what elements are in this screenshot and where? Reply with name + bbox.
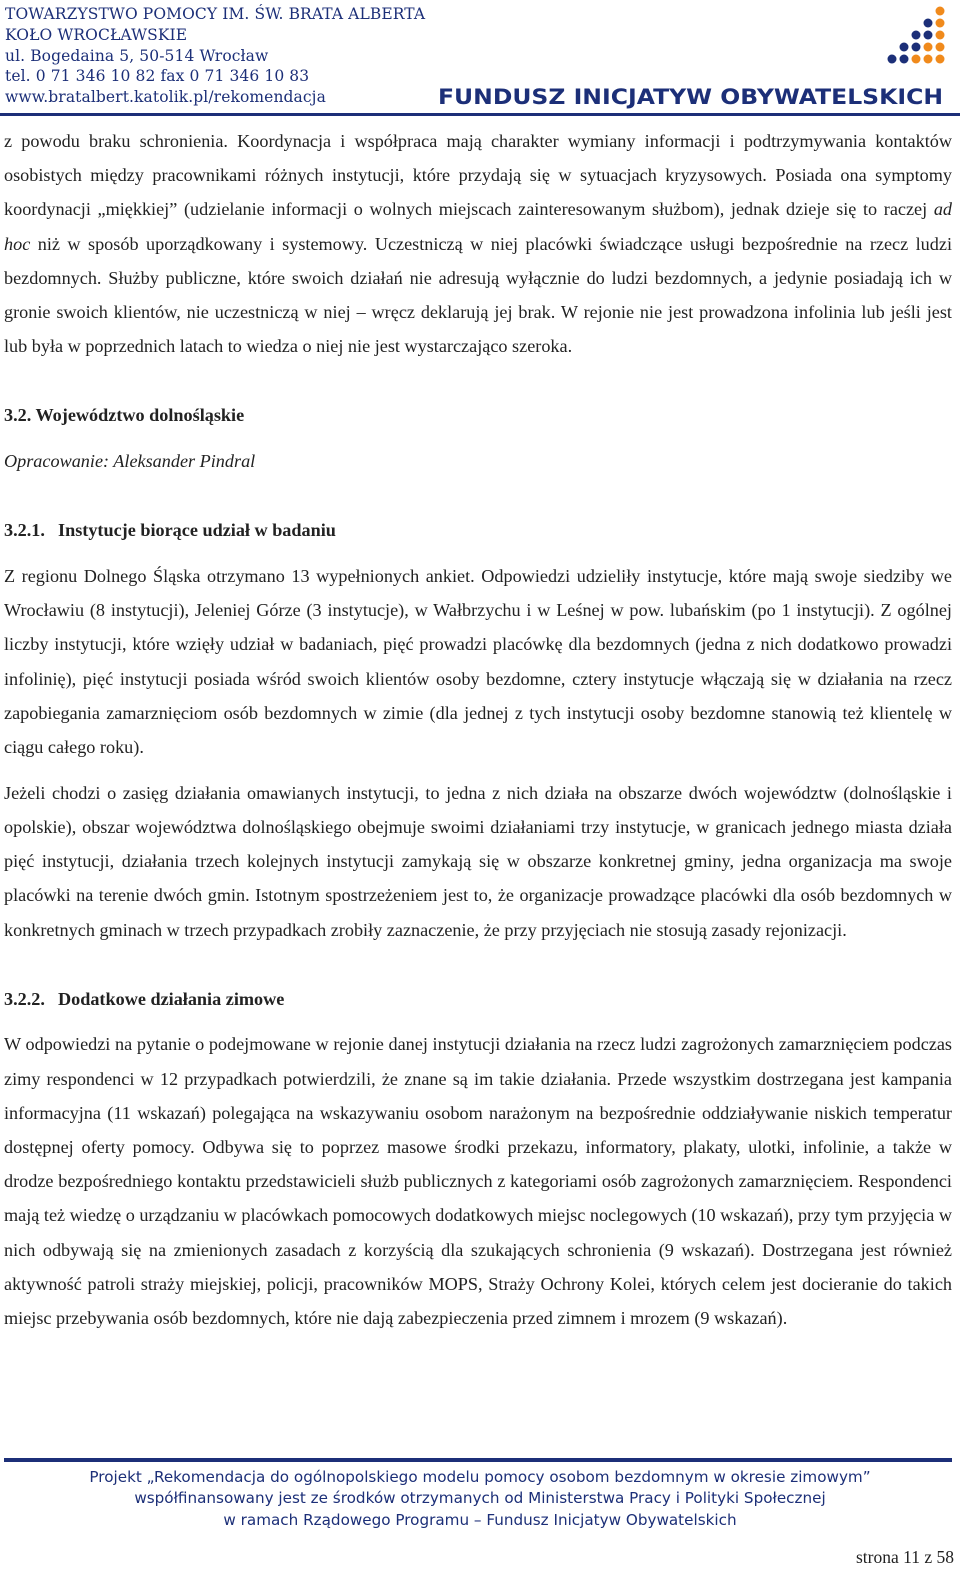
footer-line-program: w ramach Rządowego Programu – Fundusz Inicjatyw Obywatelskich xyxy=(223,1510,737,1529)
fio-logo-dots-icon xyxy=(880,4,950,74)
paragraph-text: z powodu braku schronienia. Koordynacja i współpraca mają charakter wymiany informacji i podtrzymywania kontaktów osobistych między pracownikami różnych instytucji, które przydają się w sytuacjach kryzysowych. Posiada ona symptomy koordynacji „miękkiej” (udzielanie informacji o wolnych miejscach zainteresowanym służbom), jednak dzieje się to raczej xyxy=(4,131,952,220)
paragraph-text-continued: niż w sposób uporządkowany i systemowy. Uczestniczą w niej placówki świadczące usługi bezpośrednie na rzecz ludzi bezdomnych. Służby publiczne, które swoich działań nie adresują wyłącznie do ludzi bezdomnych, a jedynie posiadają ich w gronie swoich klientów, nie uczestniczą w niej – wręcz deklarują jej brak. W rejonie nie jest prowadzona infolinia lub jeśli jest lub była w poprzednich latach to wiedza o niej nie jest wystarczająco szeroka. xyxy=(4,233,952,357)
paragraph-institutions: Z regionu Dolnego Śląska otrzymano 13 wypełnionych ankiet. Odpowiedzi udzieliły instytucje, które mają swoje siedziby we Wrocławiu (8 instytucji), Jeleniej Górze (3 instytucje), w Wałbrzychu i w Leśnej w pow. lubańskim (po 1 instytucji). Z ogólnej liczby instytucji, które wzięły udział w badaniach, pięć prowadzi placówkę dla bezdomnych (jedna z nich dodatkowo prowadzi infolinię), pięć instytucji posiada wśród swoich klientów osoby bezdomne, cztery instytucje włączają się w działania na rzecz zapobiegania zamarznięciom osób bezdomnych w zimie (dla jednej z tych instytucji osoby bezdomne stanowią też klientelę w ciągu całego roku). xyxy=(4,566,952,758)
footer-line-project: Projekt „Rekomendacja do ogólnopolskiego modelu pomocy osobom bezdomnym w okresie zimowym” xyxy=(89,1468,871,1486)
page-footer xyxy=(0,1467,960,1531)
org-name: TOWARZYSTWO POMOCY IM. ŚW. BRATA ALBERTA xyxy=(5,5,426,23)
org-branch: KOŁO WROCŁAWSKIE xyxy=(5,25,188,44)
page-number: strona 11 z 58 xyxy=(855,1547,954,1567)
subsection-heading-institutions xyxy=(4,513,952,547)
org-address: ul. Bogedaina 5, 50-514 Wrocław xyxy=(5,46,269,65)
org-phone-fax: tel. 0 71 346 10 82 fax 0 71 346 10 83 xyxy=(5,67,310,86)
italic-term: ad hoc xyxy=(4,199,952,254)
paragraph-scope: Jeżeli chodzi o zasięg działania omawianych instytucji, to jedna z nich działa na obszarze dwóch województw (dolnośląskie i opolskie), obszar województwa dolnośląskiego obejmuje swoimi działaniami trzy instytucje, w granicach jednego miasta działa pięć instytucji, działania trzech kolejnych instytucji zamykają się w obszarze konkretnej gminy, jedna organizacja ma swoje placówki na terenie dwóch gmin. Istotnym spostrzeżeniem jest to, że organizacje prowadzące placówki dla osób bezdomnych w konkretnych gminach w trzech przypadkach zrobiły zaznaczenie, że przy przyjęciach nie stosują zasady rejonizacji. xyxy=(4,782,952,940)
paragraph-winter-actions: W odpowiedzi na pytanie o podejmowane w rejonie danej instytucji działania na rzecz ludzi zagrożonych zamarznięciem podczas zimy respondenci w 12 przypadkach potwierdzili, że znane są im takie działania. Przede wszystkim dostrzegana jest kampania informacyjna (11 wskazań) polegająca na wskazywaniu osobom narażonym na bezpośrednie oddziaływanie niskich temperatur dostępnej oferty pomocy. Odbywa się to poprzez masowe środki przekazu, informatory, plakaty, ulotki, infolinie, a także w drodze bezpośredniego kontaktu przedstawicieli służb publicznych z kategoriami osób zagrożonych zamarznięciem. Respondenci mają też wiedzę o urządzaniu w placówkach pomocowych dodatkowych miejsc noclegowych (10 wskazań), przy tym przyjęcia w nich odbywają się na zmienionych zasadach z korzyścią dla szukających schronienia (9 wskazań). Dostrzegana jest również aktywność patroli straży miejskiej, policji, pracowników MOPS, Straży Ochrony Kolei, których celem jest docieranie do takich miejsc przebywania osób bezdomnych, które nie dają zabezpieczenia przed zimnem i mrozem (9 wskazań). xyxy=(4,1034,952,1329)
section-author: Opracowanie: Aleksander Pindral xyxy=(4,451,256,472)
footer-divider xyxy=(4,1458,952,1462)
section-heading: 3.2. Województwo dolnośląskie xyxy=(4,405,245,426)
subsection-title: Instytucje biorące udział w badaniu xyxy=(58,520,336,541)
logo-wordmark-text: FUNDUSZ INICJATYW OBYWATELSKICH xyxy=(438,85,943,109)
subsection-title: Dodatkowe działania zimowe xyxy=(58,988,285,1009)
paragraph-coordination xyxy=(4,124,952,363)
subsection-number: 3.2.2. xyxy=(4,988,45,1009)
page-header xyxy=(0,0,960,116)
subsection-heading-winter xyxy=(4,982,952,1016)
subsection-number: 3.2.1. xyxy=(4,520,45,541)
org-website[interactable]: www.bratalbert.katolik.pl/rekomendacja xyxy=(5,88,326,107)
fio-logo-wordmark xyxy=(438,80,948,110)
footer-line-funding: współfinansowany jest ze środków otrzymanych od Ministerstwa Pracy i Polityki Społecznej xyxy=(134,1489,826,1508)
page-content xyxy=(4,124,952,1335)
header-divider xyxy=(0,113,960,116)
organization-info xyxy=(5,4,425,108)
